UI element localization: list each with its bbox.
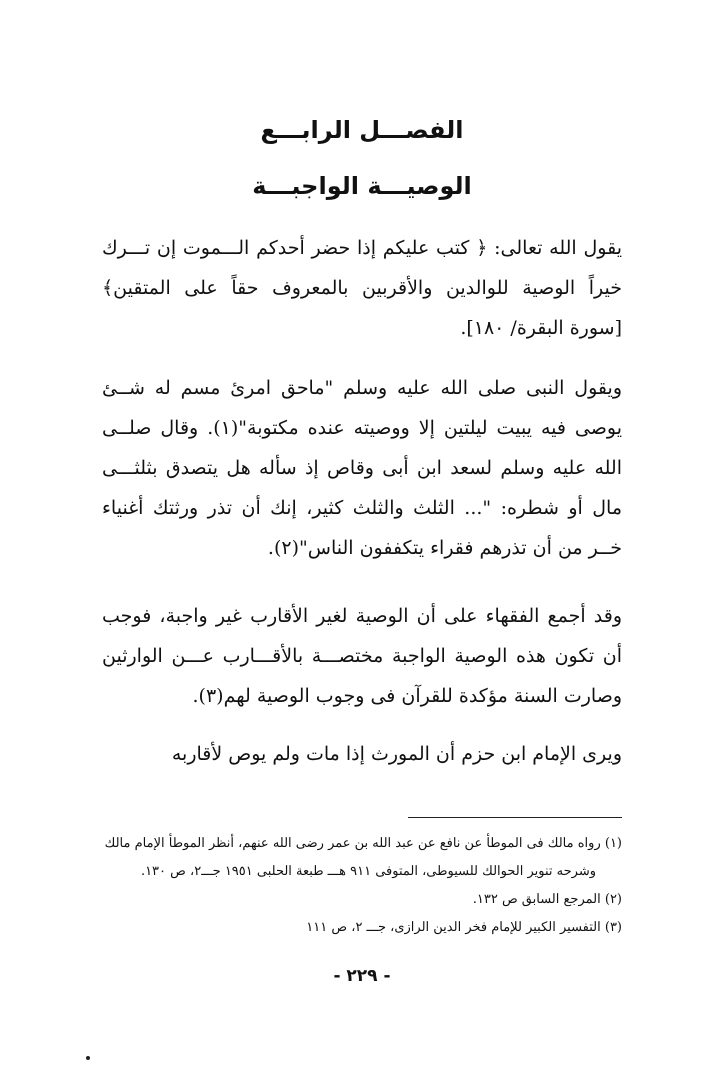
body-paragraph: وقد أجمع الفقهاء على أن الوصية لغير الأقارب غير واجبة، فوجب أن تكون هذه الوصية الواجبة مختصـــة بالأقـــارب عـــن الوارثين وصارت السنة مؤكدة للقرآن فى وجوب الوصية لهم(٣). <box>102 605 622 707</box>
body-paragraph: ويقول النبى صلى الله عليه وسلم "ماحق امرئ مسم له شــئ يوصى فيه يبيت ليلتين إلا ووصيته عنده مكتوبة"(١). وقال صلــى الله عليه وسلم لسعد ابن أبى وقاص إذ سأله هل يتصدق بثلثـــى مال أو شطره: "... الثلث والثلث كثير، إنك أن تذر ورثتك أغنياء خــر من أن تذرهم فقراء يتكففون الناس"(٢). <box>102 377 622 559</box>
body-paragraph: ويرى الإمام ابن حزم أن المورث إذا مات ولم يوص لأقاربه <box>171 743 622 765</box>
chapter-title: الفصـــل الرابـــع <box>260 116 464 144</box>
footnote-1: (١) رواه مالك فى الموطأ عن نافع عن عبد الله بن عمر رضى الله عنهم، أنظر الموطأ الإمام مالك <box>104 836 622 851</box>
scan-speck <box>86 1056 90 1060</box>
footnote-3: (٣) التفسير الكبير للإمام فخر الدين الرازى، جـــ ٢، ص ١١١ <box>306 920 622 935</box>
footnote-divider <box>408 817 622 818</box>
body-paragraph: يقول الله تعالى: ﴿ كتب عليكم إذا حضر أحدكم الـــموت إن تـــرك خيراً الوصية للوالدين والأقربين بالمعروف حقاً على المتقين﴾ [سورة البقرة/ ١٨٠]. <box>102 237 622 339</box>
footnote-2: (٢) المرجع السابق ص ١٣٢. <box>472 892 622 907</box>
footnote-1-continuation: وشرحه تنوير الحوالك للسيوطى، المتوفى ٩١١ هـــ طبعة الحلبى ١٩٥١ جـــ٢، ص ١٣٠. <box>140 864 596 879</box>
page-number: - ٢٢٩ - <box>333 966 391 986</box>
footnotes <box>102 830 622 942</box>
section-title: الوصيـــة الواجبـــة <box>252 172 472 200</box>
